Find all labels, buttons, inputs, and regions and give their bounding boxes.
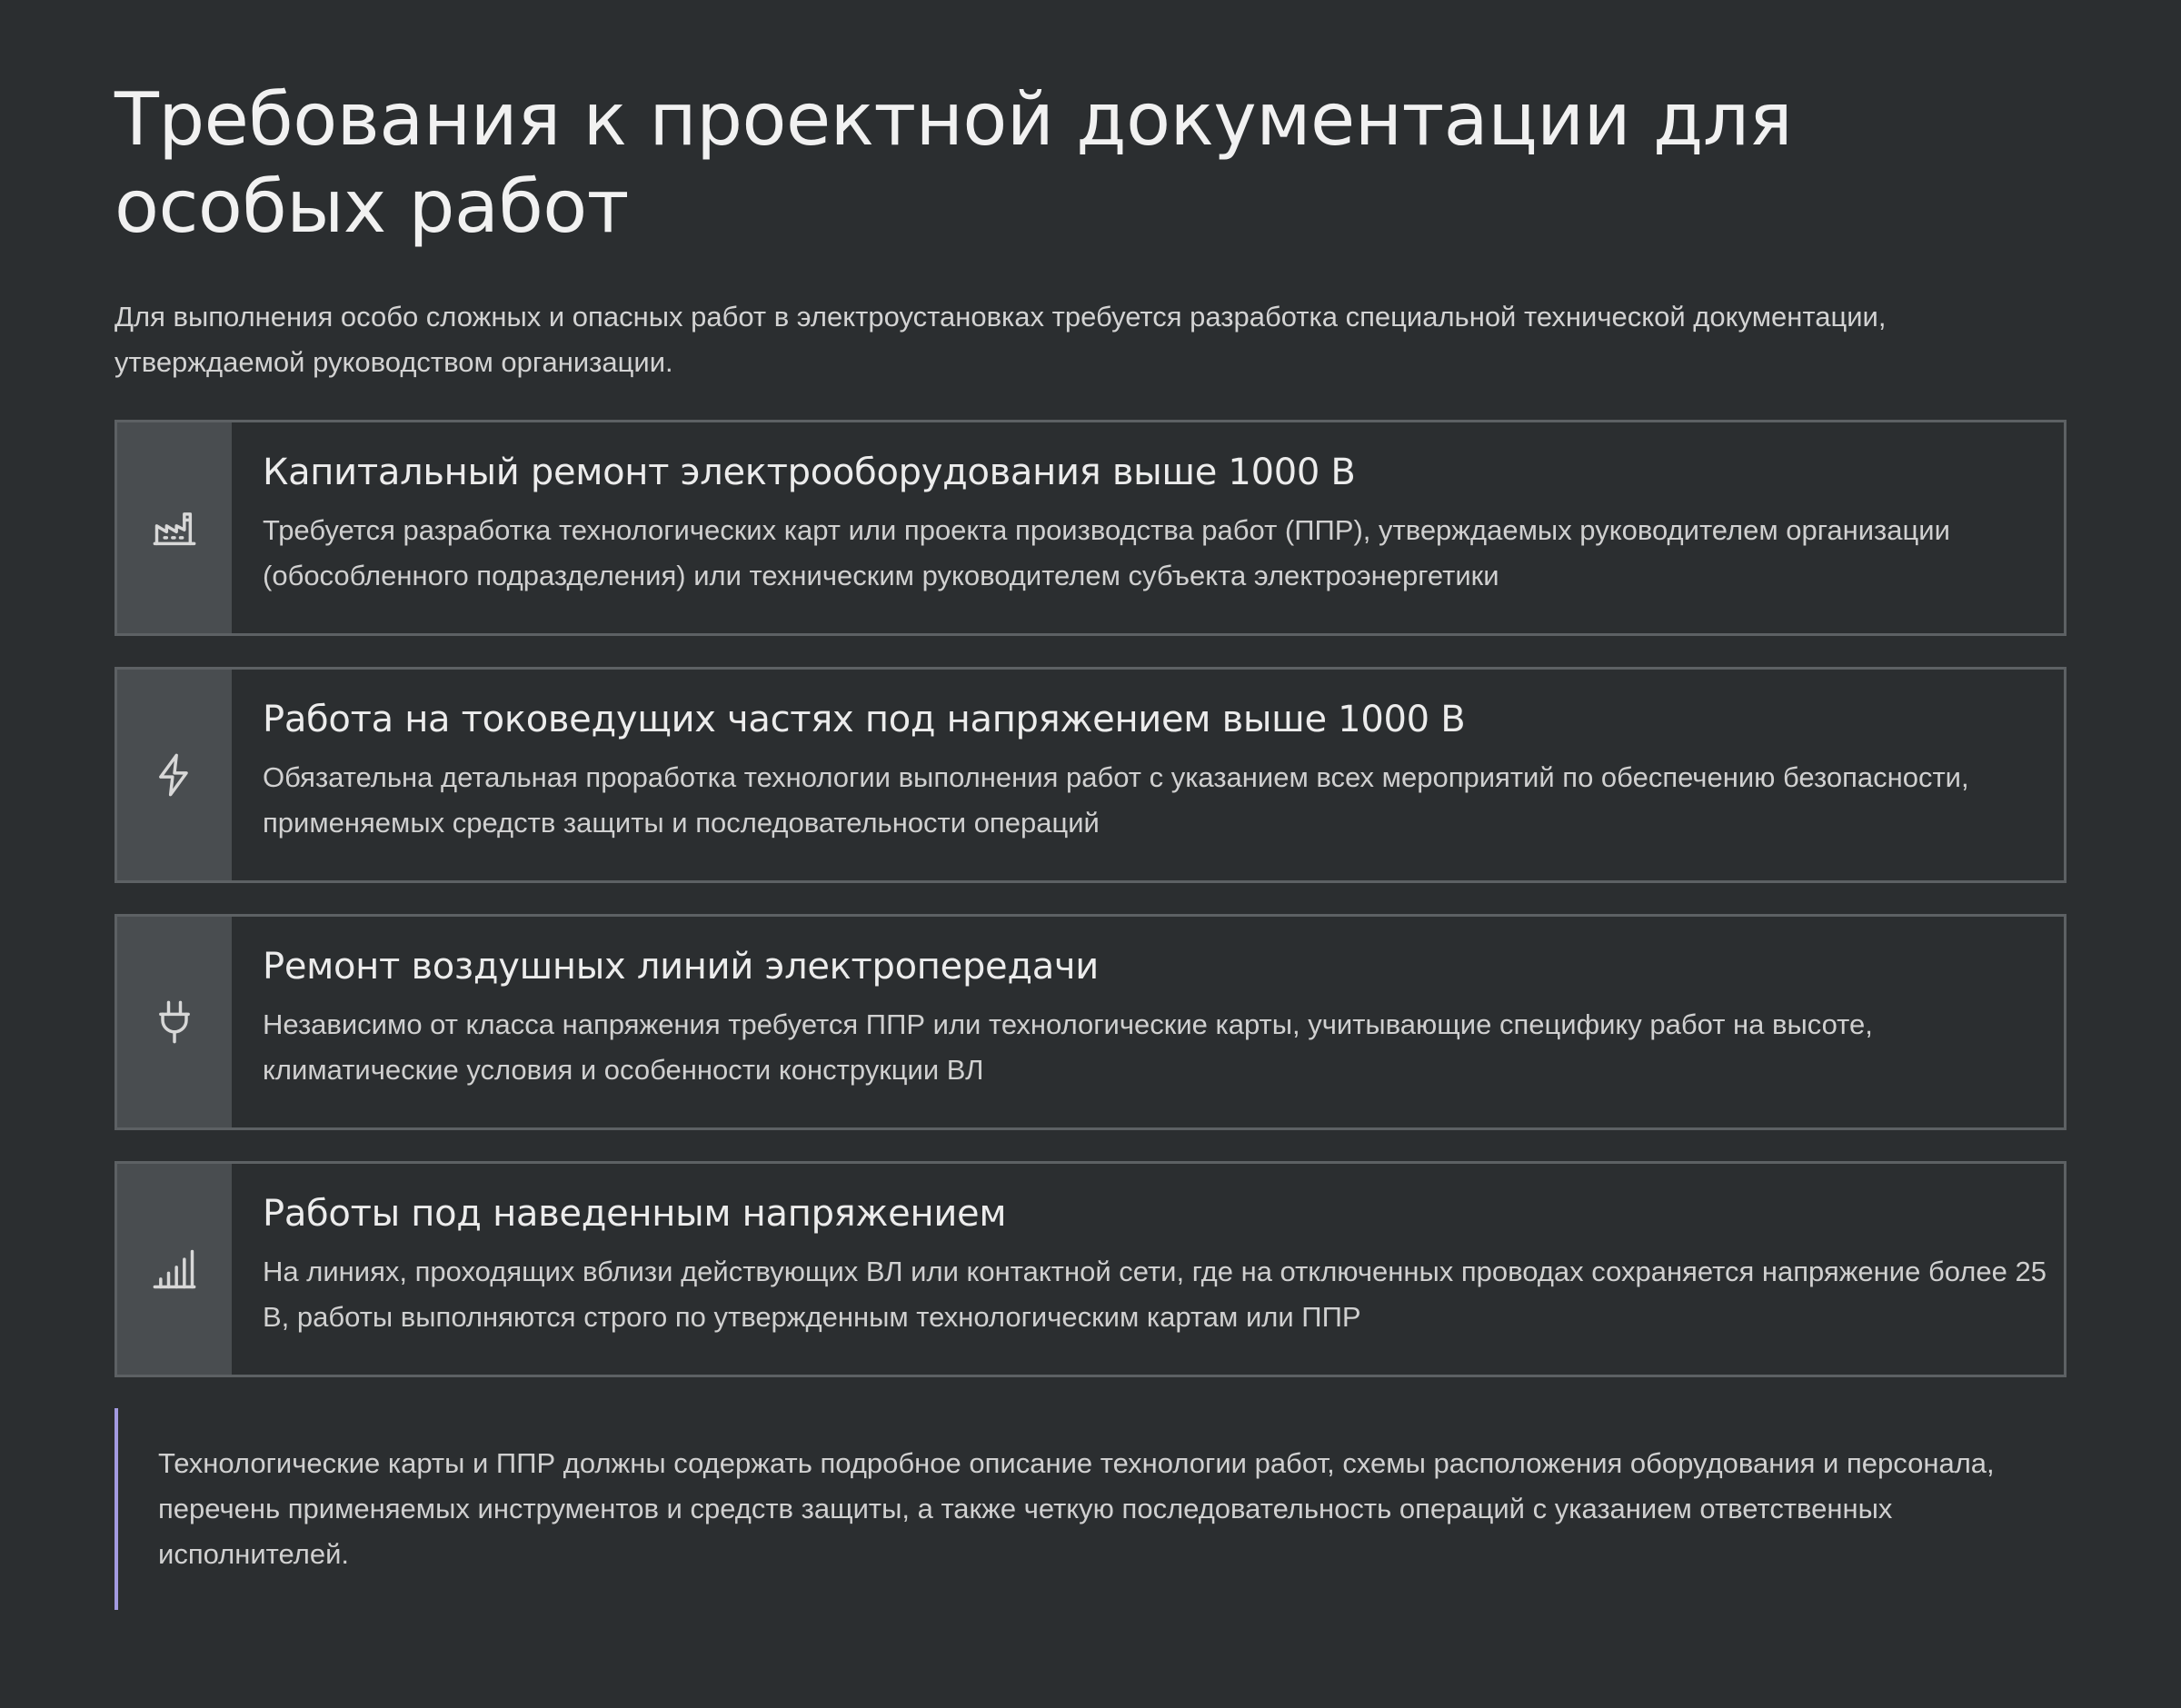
card-icon-panel — [117, 422, 232, 633]
requirement-card-capital-repair — [115, 420, 2066, 636]
requirement-card-live-parts — [115, 667, 2066, 883]
card-description: Обязательна детальная проработка технологии выполнения работ с указанием всех мероприятий по обеспечению безопасности, применяемых средств защиты и последовательности операций — [263, 761, 1969, 839]
card-body — [263, 1191, 2058, 1340]
note-text: Технологические карты и ППР должны содержать подробное описание технологии работ, схемы расположения оборудования и персонала, перечень применяемых инструментов и средств защиты, а также четкую последовательность операций с указанием ответственных исполнителей. — [158, 1447, 1995, 1570]
card-icon-panel — [117, 917, 232, 1127]
card-description: Независимо от класса напряжения требуется ППР или технологические карты, учитывающие специфику работ на высоте, климатические условия и особенности конструкции ВЛ — [263, 1008, 1873, 1086]
card-icon-panel — [117, 670, 232, 880]
card-title: Капитальный ремонт электрооборудования выше 1000 В — [263, 452, 1356, 493]
signal-bars-icon — [151, 1246, 198, 1293]
card-title: Работа на токоведущих частях под напряжением выше 1000 В — [263, 699, 1466, 740]
card-icon-panel — [117, 1164, 232, 1375]
card-description: На линиях, проходящих вблизи действующих ВЛ или контактной сети, где на отключенных проводах сохраняется напряжение более 25 В, работы выполняются строго по утвержденным технологическим картам или ППР — [263, 1256, 2047, 1333]
card-title: Ремонт воздушных линий электропередачи — [263, 946, 1099, 988]
info-note — [115, 1408, 2066, 1610]
page-container — [115, 76, 2066, 1610]
card-body — [263, 450, 2058, 599]
requirement-card-overhead-lines — [115, 914, 2066, 1130]
card-body — [263, 944, 2058, 1093]
card-title: Работы под наведенным напряжением — [263, 1193, 1007, 1235]
factory-icon — [151, 504, 198, 551]
plug-icon — [151, 998, 198, 1046]
lightning-icon — [151, 751, 198, 799]
card-description: Требуется разработка технологических карт или проекта производства работ (ППР), утверждаемых руководителем организации (обособленного подразделения) или техническим руководителем субъекта электроэнергетики — [263, 514, 1950, 591]
intro-text: Для выполнения особо сложных и опасных работ в электроустановках требуется разработка специальной технической документации, утверждаемой руководством организации. — [115, 301, 1887, 378]
requirement-card-induced-voltage — [115, 1161, 2066, 1377]
requirements-list — [115, 420, 2066, 1377]
card-body — [263, 697, 2058, 846]
page-title: Требования к проектной документации для особых работ — [115, 77, 1793, 249]
